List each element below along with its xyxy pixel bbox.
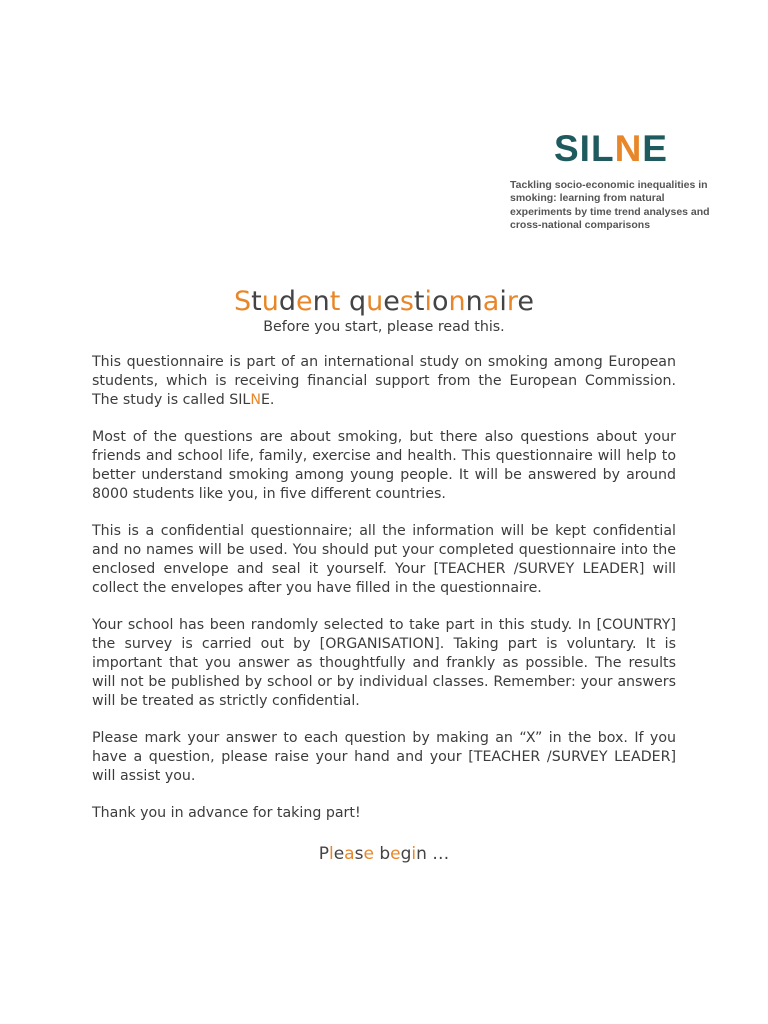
paragraph-topics: Most of the questions are about smoking, but there also questions about your friends and school life, family, exercise and health. This questionnaire will help to better understand smoking among young people. It will be answered by around 8000 students like you, in five different countries. <box>92 429 676 502</box>
paragraph-selection: Your school has been randomly selected to take part in this study. In [COUNTRY] the survey is carried out by [ORGANISATION]. Taking part is voluntary. It is important that you answer as thoughtfully and frankly as possible. The results will not be published by school or by individual classes. Remember: your answers will be treated as strictly confidential. <box>92 617 676 709</box>
paragraph-thanks: Thank you in advance for taking part! <box>92 805 361 821</box>
paragraph-confidential: This is a confidential questionnaire; all the information will be kept confidential and no names will be used. You should put your completed questionnaire into the enclosed envelope and seal it yourself. Your [TEACHER /SURVEY LEADER] will collect the envelopes after you have filled in the questionnaire. <box>92 523 676 596</box>
silne-logo: SILNE <box>554 128 668 169</box>
paragraph-instructions: Please mark your answer to each question by making an “X” in the box. If you have a question, please raise your hand and your [TEACHER /SURVEY LEADER] will assist you. <box>92 730 676 784</box>
intro-text: Before you start, please read this. <box>263 319 505 335</box>
please-begin-text: Please begin … <box>318 844 450 864</box>
project-tagline: Tackling socio-economic inequalities in smoking: learning from natural experiments by time trend analyses and cross-national comparisons <box>510 179 710 232</box>
paragraph-study: This questionnaire is part of an international study on smoking among European students, which is receiving financial support from the European Commission. The study is called SILNE. <box>92 354 676 408</box>
body-text <box>92 353 676 823</box>
page-title: Student questionnaire <box>234 286 534 318</box>
